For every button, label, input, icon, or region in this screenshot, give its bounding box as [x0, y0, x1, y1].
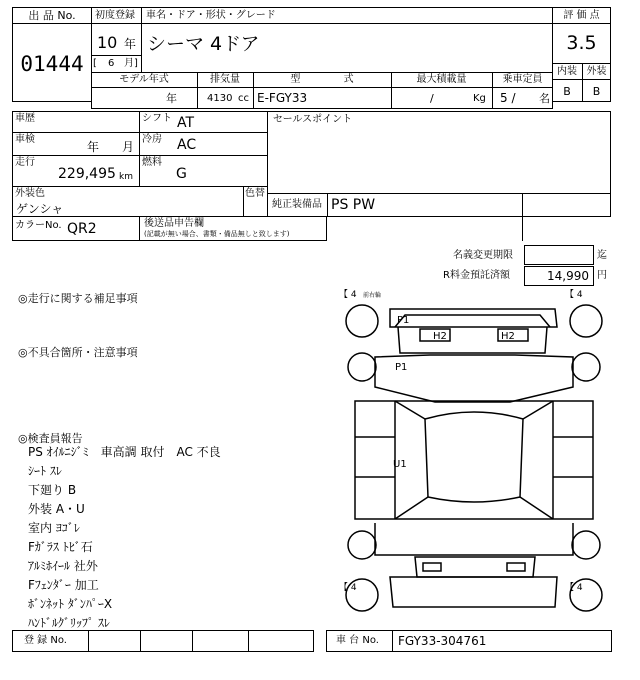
- mark-u1: U1: [393, 459, 407, 470]
- history-label: 車歴: [15, 113, 35, 124]
- divider: [91, 23, 553, 24]
- divider: [12, 132, 268, 133]
- inspection-label: 車検: [15, 134, 35, 145]
- mileage-label: 走行: [15, 157, 35, 168]
- tire-front-right: [570, 305, 602, 337]
- roof: [425, 412, 523, 502]
- front-bumper: [390, 309, 557, 327]
- divider: [139, 111, 140, 186]
- report-line: 外装 A・U: [28, 502, 85, 516]
- model-year-label: モデル年式: [119, 74, 169, 85]
- type-label: 型 式: [290, 74, 354, 85]
- chassis-value: FGY33-304761: [398, 634, 487, 648]
- capacity-label: 乗車定員: [502, 74, 543, 85]
- displacement-unit: cc: [238, 93, 249, 104]
- capacity-value: 5 /: [500, 91, 516, 105]
- fuel-value: G: [176, 166, 187, 182]
- divider: [88, 630, 89, 652]
- month-unit: 月: [124, 58, 134, 69]
- report-line: ｱﾙﾐﾎｲｰﾙ 社外: [28, 559, 98, 573]
- displacement-label: 排気量: [210, 74, 240, 85]
- model-label: 車名・ドア・形状・グレード: [146, 10, 276, 21]
- inspector-report: [28, 445, 221, 635]
- grade-label: 評 価 点: [563, 10, 600, 21]
- divider: [91, 55, 141, 56]
- divider: [141, 7, 142, 73]
- mark-h2-left: H2: [433, 331, 447, 342]
- interior-label: 内装: [557, 66, 577, 77]
- mileage-value: 229,495: [58, 166, 116, 182]
- shift-value: AT: [177, 115, 195, 131]
- defects-notes-title: ◎不具合箇所・注意事項: [18, 346, 138, 359]
- name-change-field: [524, 245, 594, 265]
- divider: [12, 186, 268, 187]
- exterior-label: 外装: [586, 66, 607, 77]
- report-line: 室内 ﾖｺﾞﾚ: [28, 521, 80, 535]
- driving-notes-title: ◎走行に関する補足事項: [18, 292, 138, 305]
- interior-value: B: [563, 85, 571, 98]
- recycle-label: R料金預託済額: [443, 270, 510, 281]
- exterior-value: B: [592, 85, 601, 98]
- post-docs-note: (記載が無い場合、書類・備品無しと致します): [144, 230, 290, 238]
- mark-p1-hood: P1: [395, 362, 408, 373]
- name-change-unit: 迄: [597, 250, 607, 261]
- max-load-value: /: [430, 92, 434, 105]
- divider: [552, 23, 611, 24]
- divider: [248, 630, 249, 652]
- divider: [522, 193, 523, 241]
- divider: [12, 155, 268, 156]
- color-no-label: カラーNo.: [15, 220, 62, 231]
- divider: [326, 216, 522, 217]
- recycle-unit: 円: [597, 270, 607, 281]
- rear-bumper: [390, 577, 557, 607]
- divider: [12, 23, 92, 24]
- equipment-value: PS PW: [331, 197, 376, 213]
- divider: [243, 186, 244, 217]
- divider: [91, 87, 553, 88]
- inspection-month-unit: 月: [122, 140, 135, 154]
- fuel-label: 燃料: [142, 157, 162, 168]
- type-value: E-FGY33: [257, 91, 308, 105]
- shift-label: シフト: [142, 113, 172, 124]
- name-change-label: 名義変更期限: [453, 250, 513, 261]
- tire-tr-label: 【 4: [565, 290, 583, 300]
- car-diagram: [335, 287, 613, 627]
- tire-front-left: [346, 305, 378, 337]
- first-reg-label: 初度登録: [95, 10, 135, 21]
- equipment-label: 純正装備品: [272, 199, 322, 210]
- report-line: ﾊﾝﾄﾞﾙｸﾞﾘｯﾌﾟ ｽﾚ: [28, 616, 110, 630]
- ac-value: AC: [177, 137, 197, 153]
- divider: [192, 630, 193, 652]
- report-line: 下廻り B: [28, 483, 77, 497]
- capacity-unit: 名: [539, 92, 550, 105]
- report-line: Fﾌｪﾝﾀﾞｰ 加工: [28, 578, 99, 592]
- report-line: Fｶﾞﾗｽ ﾄﾋﾞ石: [28, 540, 93, 554]
- mark-h2-right: H2: [501, 331, 515, 342]
- inspector-report-title: ◎検査員報告: [18, 432, 83, 445]
- exterior-color-value: ゲンシャ: [16, 202, 64, 216]
- chassis-label: 車 台 No.: [336, 635, 379, 646]
- report-line: ﾎﾞﾝﾈｯﾄ ﾀﾞﾝﾊﾟｰX: [28, 597, 113, 611]
- repaint-label: 色替: [245, 188, 265, 199]
- displacement-value: 4130: [207, 93, 233, 104]
- first-reg-year: 10: [97, 33, 118, 52]
- tire-tl-small: 前右輪: [363, 292, 382, 299]
- lot-number: 01444: [20, 52, 84, 76]
- tire-tl-label: 【 4: [339, 290, 357, 300]
- model-year-unit: 年: [166, 92, 177, 105]
- color-no-value: QR2: [67, 221, 97, 237]
- mark-p1-top: P1: [397, 315, 410, 326]
- max-load-label: 最大積載量: [416, 74, 467, 85]
- divider: [392, 630, 393, 652]
- lot-label: 出 品 No.: [28, 9, 76, 22]
- max-load-unit: Kg: [473, 93, 486, 104]
- first-reg-month: 6: [108, 58, 115, 69]
- grade-value: 3.5: [566, 32, 597, 54]
- car-name: シーマ 4ドア: [147, 33, 260, 55]
- ac-label: 冷房: [142, 134, 162, 145]
- post-docs-label: 後送品申告欄: [144, 218, 204, 229]
- inspection-year-unit: 年: [87, 140, 100, 154]
- divider: [139, 216, 140, 241]
- year-unit: 年: [124, 37, 137, 51]
- tire-br-label: 【 4: [565, 583, 583, 593]
- recycle-value: 14,990: [547, 269, 589, 283]
- sales-points-label: セールスポイント: [273, 114, 353, 125]
- report-line: PS ｵｲﾙﾆｼﾞﾐ 車高調 取付 AC 不良: [28, 445, 221, 459]
- tire-bl-label: 【 4: [339, 583, 357, 593]
- divider: [327, 193, 328, 217]
- mileage-unit: km: [119, 172, 133, 182]
- divider: [140, 630, 141, 652]
- report-line: ｼｰﾄ ｽﾚ: [28, 464, 62, 478]
- reg-no-label: 登 録 No.: [24, 635, 67, 646]
- exterior-color-label: 外装色: [15, 188, 45, 199]
